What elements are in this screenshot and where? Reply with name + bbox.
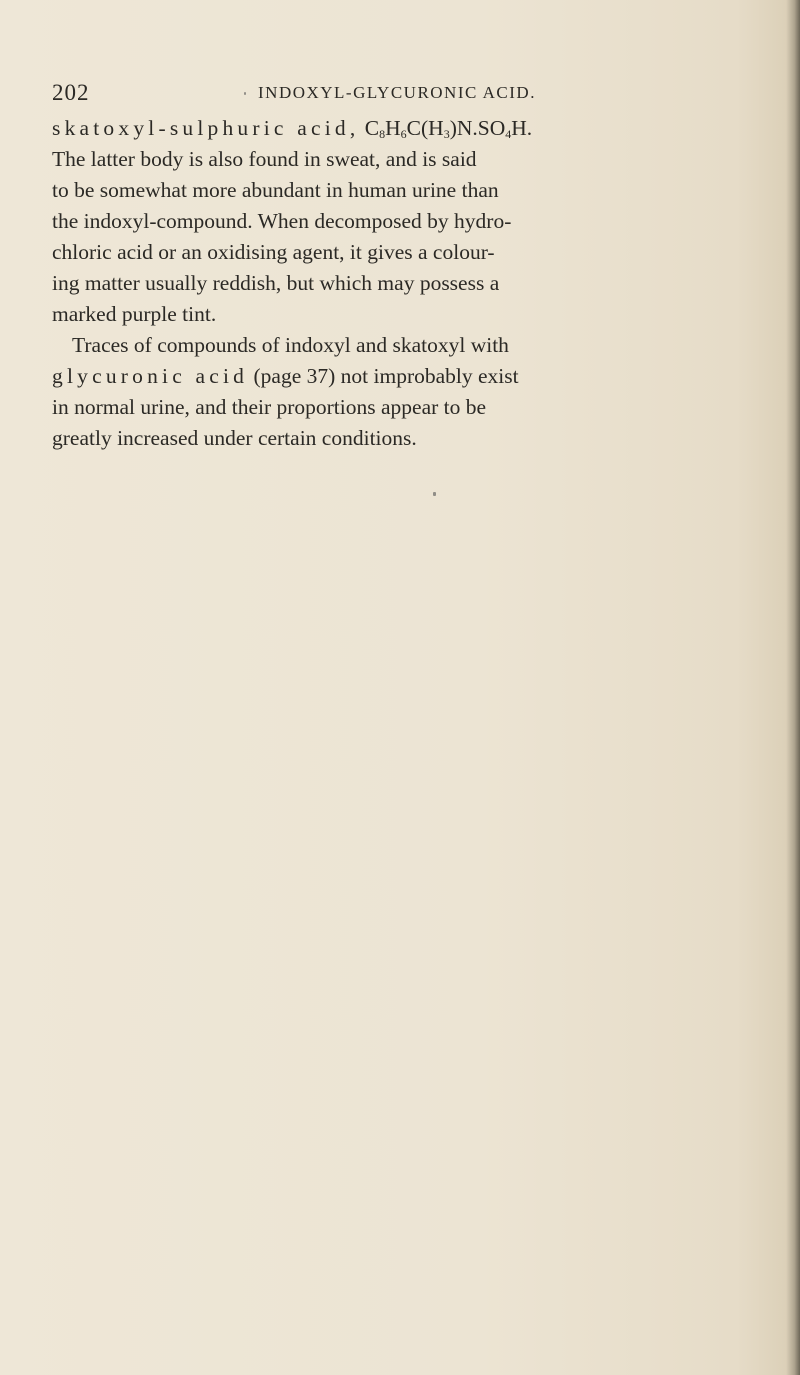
text-line-9: glycuronic acid (page 37) not improbably exist (52, 364, 519, 388)
compound-name-glycuronic: glycuronic acid (52, 364, 249, 388)
text-line-2: The latter body is also found in sweat, and is said (52, 147, 477, 171)
text-line-4: the indoxyl-compound. When decomposed by hydro- (52, 209, 512, 233)
text-line-6: ing matter usually reddish, but which may possess a (52, 271, 500, 295)
text-line-1 (52, 113, 752, 144)
text-line-3: to be somewhat more abundant in human urine than (52, 178, 499, 202)
chemical-formula: $C_8H_6C(H_3)N.SO_4H$. (364, 116, 533, 141)
header-title: INDOXYL-GLYCURONIC ACID. (258, 83, 536, 102)
text-line-5: chloric acid or an oxidising agent, it gives a colour- (52, 240, 495, 264)
text-line-11: greatly increased under certain conditions. (52, 426, 417, 450)
text-line-10: in normal urine, and their proportions appear to be (52, 395, 487, 419)
running-head (52, 80, 752, 110)
page-number: 202 (52, 80, 90, 105)
text-line-8: Traces of compounds of indoxyl and skatoxyl with (72, 333, 509, 357)
ink-speck (433, 492, 436, 496)
ink-speck (244, 92, 246, 95)
compound-name-skatoxyl-sulphuric: skatoxyl-sulphuric acid, (52, 116, 360, 140)
text-line-7: marked purple tint. (52, 302, 217, 326)
body-text (52, 113, 752, 454)
page-edge-shadow (786, 0, 800, 1375)
